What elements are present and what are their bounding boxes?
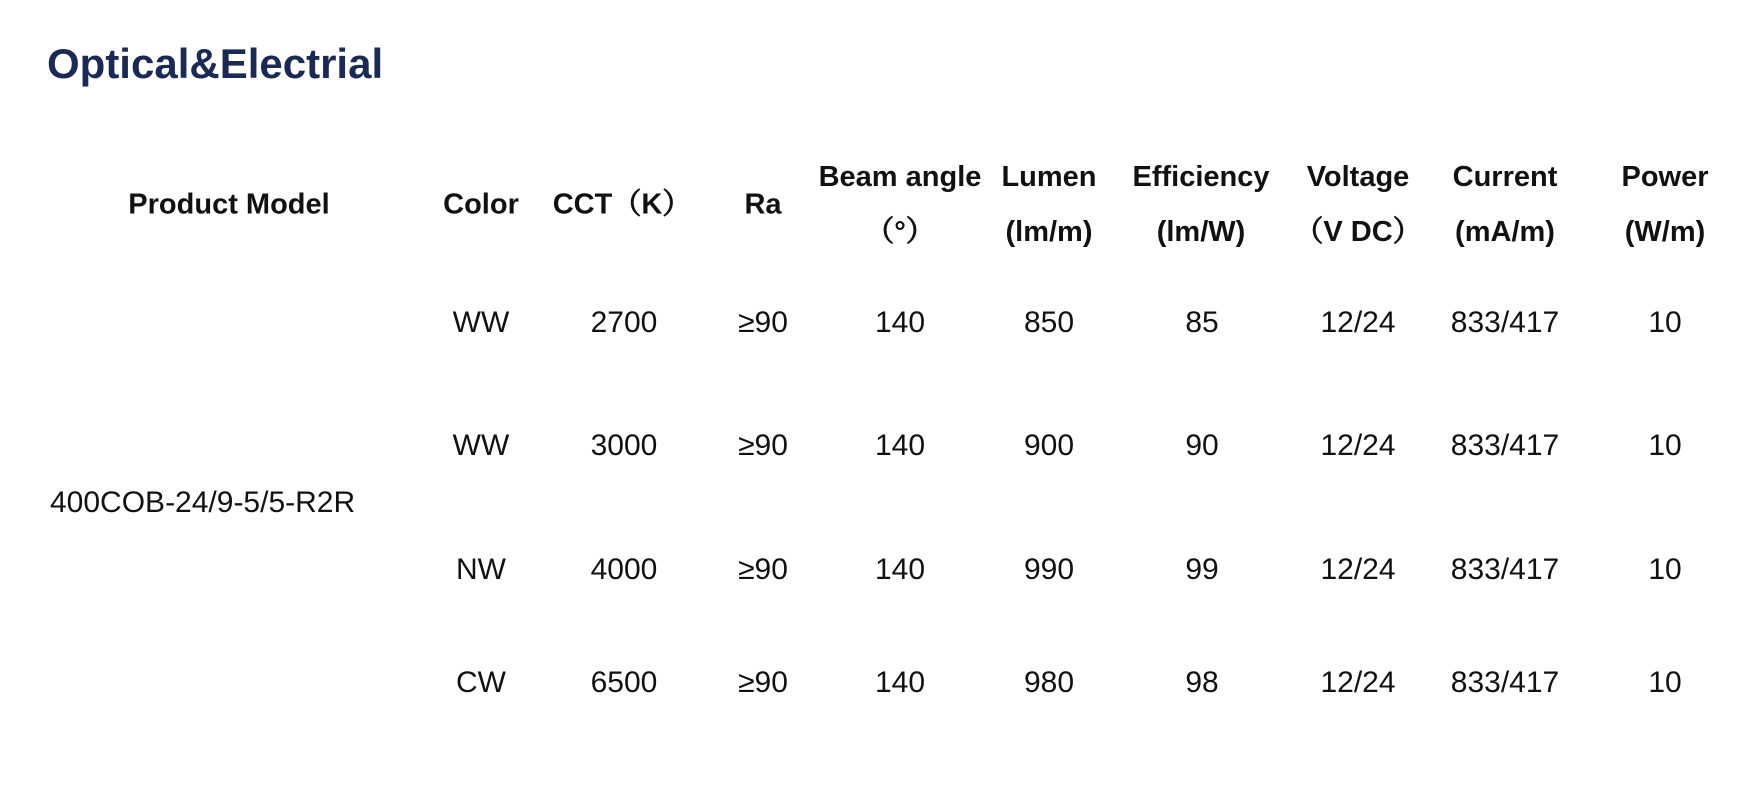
row4-cct: 6500 [590, 666, 658, 699]
row3-cct: 4000 [590, 553, 658, 586]
header-power [1621, 150, 1708, 260]
row1-cct: 2700 [590, 306, 658, 339]
row1-efficiency: 85 [1185, 306, 1219, 339]
row2-beam-angle: 140 [874, 429, 926, 462]
row3-lumen: 990 [1023, 553, 1075, 586]
header-efficiency [1133, 150, 1270, 260]
page-title: Optical&Electrial [47, 40, 384, 87]
header-cct-label: CCT（K） [552, 188, 692, 221]
row3-voltage: 12/24 [1320, 553, 1396, 586]
row4-lumen: 980 [1023, 666, 1075, 699]
row3-color: NW [456, 553, 506, 586]
row4-color: CW [456, 666, 506, 699]
header-current-line2: (mA/m) [1455, 216, 1555, 248]
row1-color: WW [452, 306, 510, 339]
row1-lumen: 850 [1023, 306, 1075, 339]
header-current [1453, 150, 1558, 260]
row3-ra: ≥90 [738, 553, 788, 586]
header-voltage [1294, 150, 1421, 260]
row3-current: 833/417 [1450, 553, 1560, 586]
header-power-line1: Power [1621, 161, 1709, 193]
header-beam-angle-line1: Beam angle [818, 161, 982, 193]
header-efficiency-line2: (lm/W) [1156, 216, 1246, 248]
header-product-model [128, 178, 329, 233]
header-voltage-line2: （V DC） [1294, 216, 1422, 248]
product-model-cell: 400COB-24/9-5/5-R2R [50, 486, 356, 519]
row4-efficiency: 98 [1185, 666, 1219, 699]
header-power-line2: (W/m) [1624, 216, 1706, 248]
row1-power: 10 [1648, 306, 1682, 339]
header-lumen [1001, 150, 1096, 260]
row2-ra: ≥90 [738, 429, 788, 462]
row2-color: WW [452, 429, 510, 462]
header-current-line1: Current [1452, 161, 1558, 193]
header-product-model-label: Product Model [128, 188, 330, 221]
header-color [443, 178, 519, 233]
row2-power: 10 [1648, 429, 1682, 462]
row2-efficiency: 90 [1185, 429, 1219, 462]
row4-current: 833/417 [1450, 666, 1560, 699]
row1-ra: ≥90 [738, 306, 788, 339]
header-voltage-line1: Voltage [1306, 161, 1410, 193]
row4-voltage: 12/24 [1320, 666, 1396, 699]
row2-voltage: 12/24 [1320, 429, 1396, 462]
header-lumen-line1: Lumen [1001, 161, 1097, 193]
row3-efficiency: 99 [1185, 553, 1219, 586]
row2-cct: 3000 [590, 429, 658, 462]
row1-beam-angle: 140 [874, 306, 926, 339]
header-beam-angle-line2: （°） [865, 216, 935, 248]
row4-ra: ≥90 [738, 666, 788, 699]
header-beam-angle [819, 150, 982, 260]
header-ra [744, 178, 781, 233]
row3-power: 10 [1648, 553, 1682, 586]
row2-current: 833/417 [1450, 429, 1560, 462]
row1-current: 833/417 [1450, 306, 1560, 339]
row4-power: 10 [1648, 666, 1682, 699]
row1-voltage: 12/24 [1320, 306, 1396, 339]
header-lumen-line2: (lm/m) [1005, 216, 1093, 248]
row2-lumen: 900 [1023, 429, 1075, 462]
row4-beam-angle: 140 [874, 666, 926, 699]
header-ra-label: Ra [744, 188, 782, 221]
header-cct [553, 178, 692, 233]
header-efficiency-line1: Efficiency [1132, 161, 1270, 193]
row3-beam-angle: 140 [874, 553, 926, 586]
header-color-label: Color [443, 188, 519, 221]
